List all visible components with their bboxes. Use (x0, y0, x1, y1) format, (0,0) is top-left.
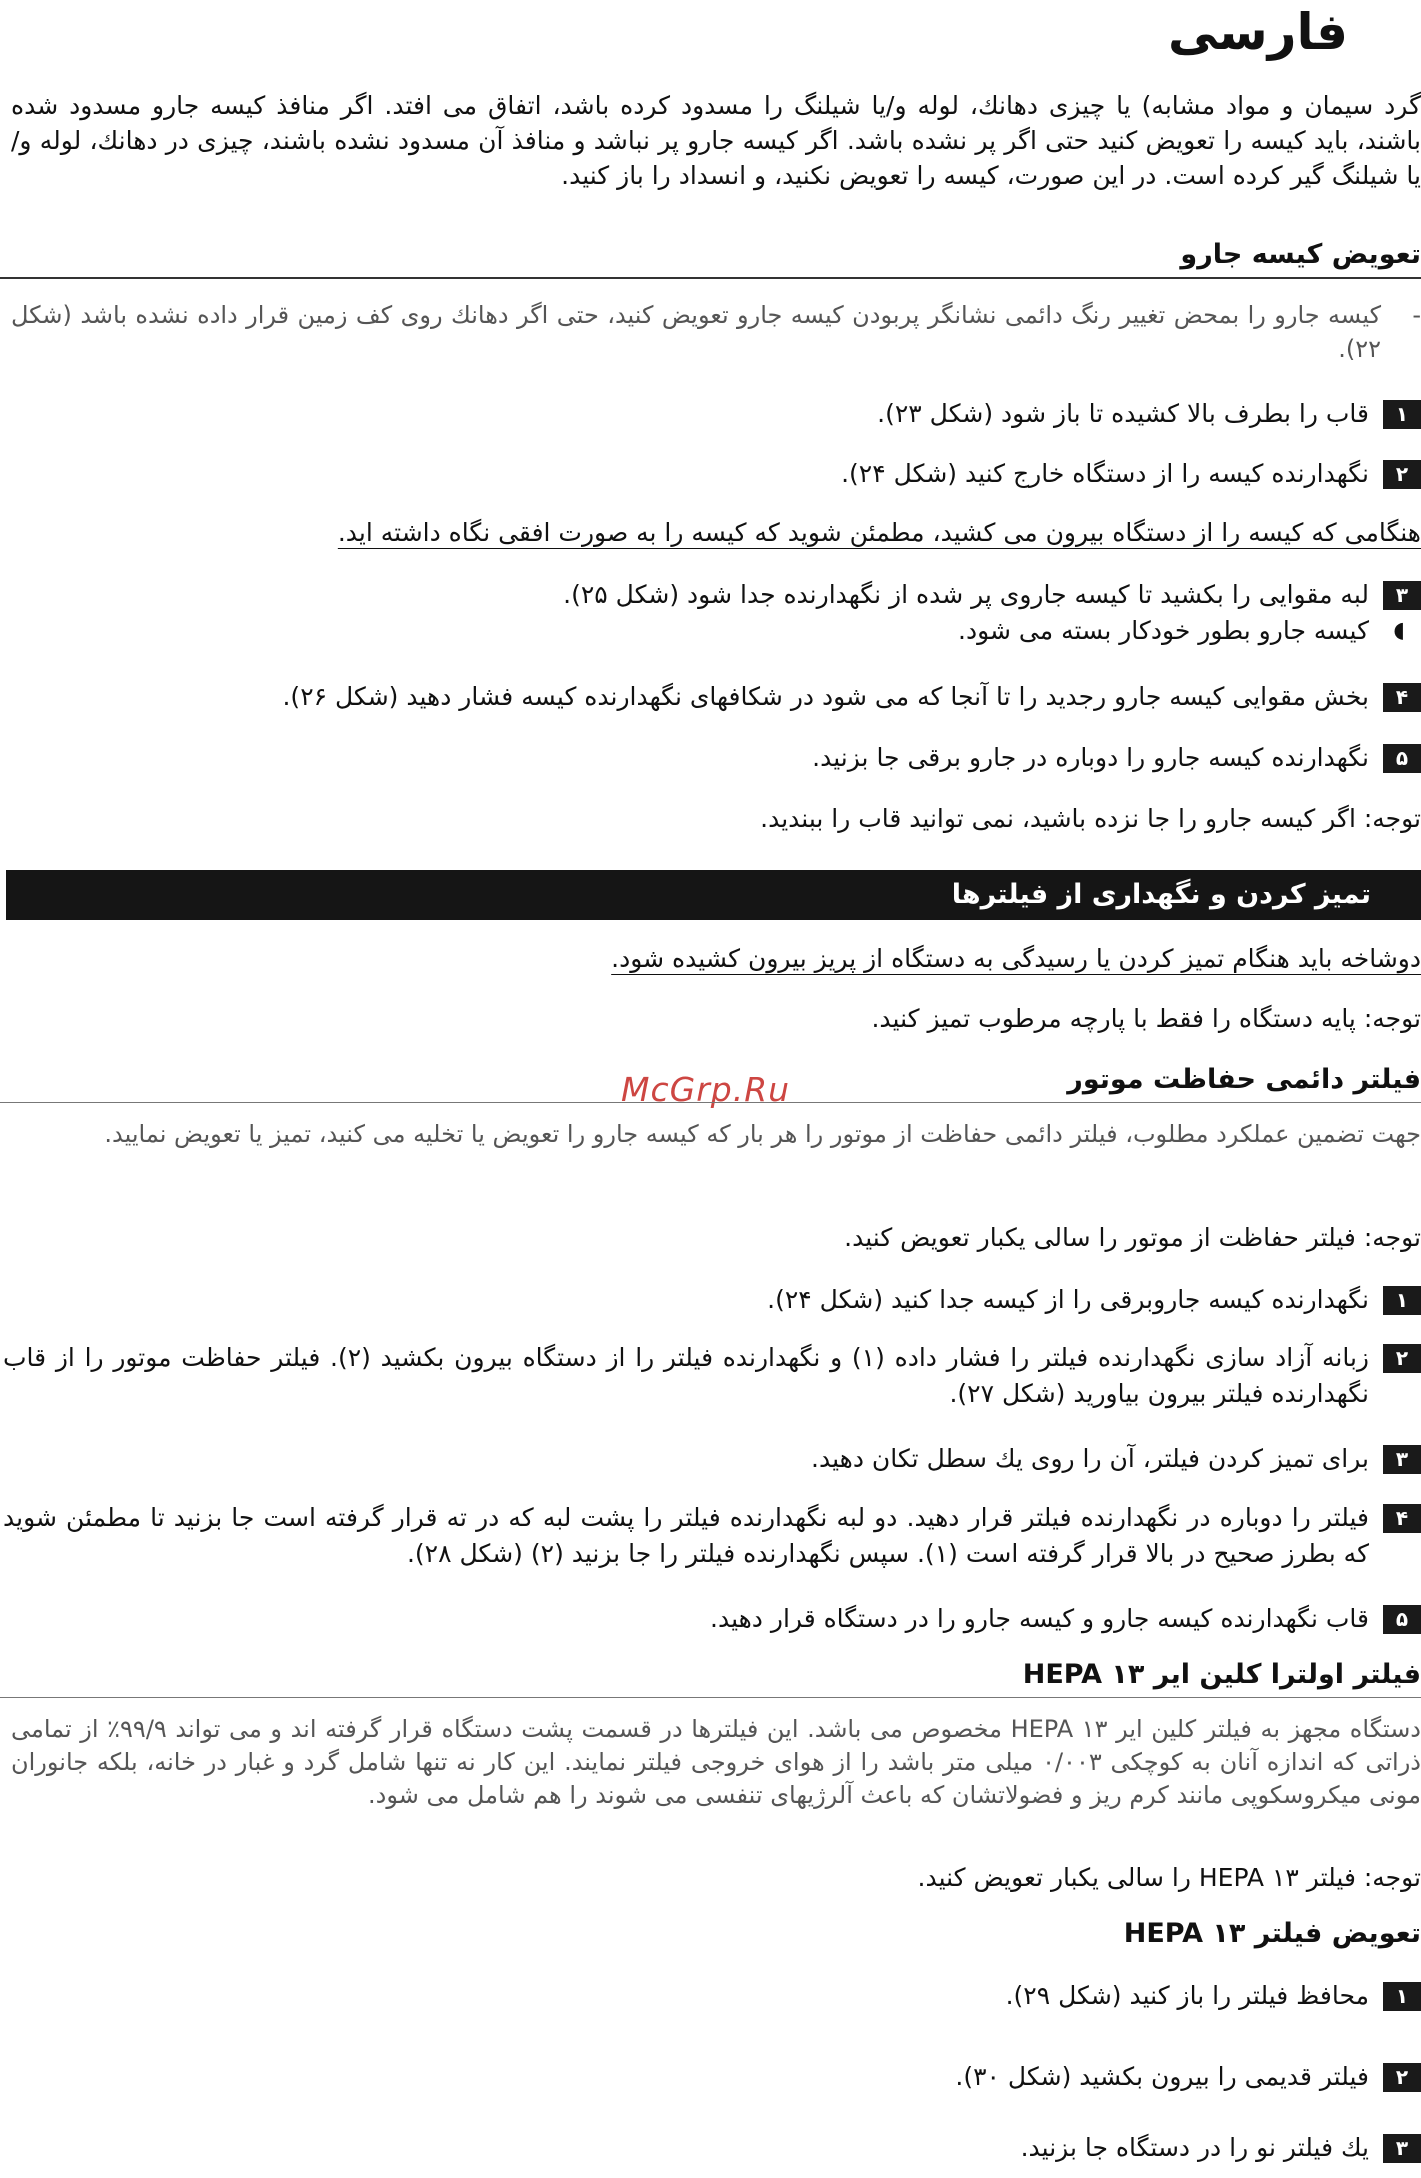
step-text: فیلتر قدیمی را بیرون بکشید (شکل ۳۰). (955, 2062, 1369, 2091)
step-number-badge: ۱ (1383, 1286, 1421, 1315)
step-text: نگهدارنده کیسه جاروبرقی را از کیسه جدا کنید (شکل ۲۴). (767, 1285, 1369, 1314)
bag-step-1 (3, 396, 1421, 432)
motor-step-2 (3, 1340, 1421, 1412)
bag-step-5 (3, 740, 1421, 776)
bag-note: توجه: اگر کیسه جارو را جا نزده باشید، نمی توانید قاب را ببندید. (760, 804, 1421, 833)
motor-filter-intro: جهت تضمین عملکرد مطلوب، فیلتر دائمی حفاظت از موتور را هر بار که کیسه جارو را تعویض یا تخلیه می کنید، تمیز یا تعویض نمایید. (104, 1120, 1421, 1148)
motor-step-4 (3, 1500, 1421, 1572)
hepa-step-3 (3, 2130, 1421, 2166)
dash-marker: - (1412, 301, 1421, 329)
bag-step-3 (3, 577, 1421, 649)
motor-step-5 (3, 1601, 1421, 1637)
section-rule (0, 1697, 1421, 1698)
bag-warning (11, 515, 1421, 550)
hepa-intro: دستگاه مجهز به فیلتر کلین ایر HEPA ۱۳ مخصوص می باشد. این فیلترها در قسمت پشت دستگاه قرار گرفته اند و می تواند ۹۹/۹٪ از تمامی ذراتی که اندازه آنان به کوچکی ۰/۰۰۳ میلی متر باشد را از هوای خروجی فیلتر نمایند. این کار نه تنها شامل گرد و غبار در خانه، بلکه جانوران مونی میکروسکوپی مانند کرم ریز و فضولاتشان که باعث آلرژیهای تنفسی می شوند را هم شامل می شود. (11, 1715, 1421, 1809)
intro-paragraph: گرد سیمان و مواد مشابه) یا چیزی دهانك، لوله و/یا شیلنگ را مسدود کرده باشد، اتفاق می افتد. اگر منافذ کیسه جارو مسدود شده باشند، باید کیسه را تعویض کنید حتی اگر پر نشده باشد. اگر کیسه جارو پر نباشد و منافذ آن مسدود نشده باشند، چیزی در دهانك، لوله و/یا شیلنگ گیر کرده است. در این صورت، کیسه را تعویض نکنید، و انسداد را باز کنید. (11, 91, 1421, 190)
motor-filter-heading: فیلتر دائمی حفاظت موتور (1067, 1064, 1421, 1095)
dash-item-text: کیسه جارو را بمحض تغییر رنگ دائمی نشانگر پربودن کیسه جارو تعویض کنید، حتی اگر دهانك روی کف زمین قرار داده نشده باشد (شکل ۲۲). (11, 301, 1381, 363)
hepa-heading: فیلتر اولترا کلین ایر HEPA ۱۳ (1022, 1659, 1421, 1690)
result-bullet (3, 613, 1405, 649)
step-number-badge: ۲ (1383, 1344, 1421, 1373)
bag-step-2 (3, 456, 1421, 492)
step-text: نگهدارنده کیسه جارو را دوباره در جارو برقی جا بزنید. (812, 743, 1369, 772)
step-number-badge: ۳ (1383, 1445, 1421, 1474)
step-text: برای تمیز کردن فیلتر، آن را روی یك سطل تکان دهید. (811, 1444, 1369, 1473)
step-text: یك فیلتر نو را در دستگاه جا بزنید. (1020, 2133, 1369, 2162)
step-number-badge: ۳ (1383, 581, 1421, 610)
watermark: McGrp.Ru (621, 1070, 791, 1109)
motor-filter-note: توجه: فیلتر حفاظت از موتور را سالی یکبار تعویض کنید. (844, 1223, 1421, 1252)
result-text: کیسه جارو بطور خودکار بسته می شود. (958, 616, 1369, 645)
step-text: فیلتر را دوباره در نگهدارنده فیلتر قرار دهید. دو لبه نگهدارنده فیلتر را پشت لبه که در ته قرار گرفته است جا بزنید تا مطمئن شوید که بطرز صحیح در بالا قرار گرفته است (۱). سپس نگهدارنده فیلتر را جا بزنید (۲) (شکل ۲۸). (3, 1503, 1369, 1568)
language-title: فارسی (1167, 3, 1348, 61)
dash-list-item (11, 298, 1421, 366)
hepa-replace-heading: تعویض فیلتر HEPA ۱۳ (1123, 1918, 1421, 1949)
hepa-step-2 (3, 2059, 1421, 2095)
motor-step-3 (3, 1441, 1421, 1477)
section-rule (0, 1102, 1421, 1103)
result-arrow-icon: ◖ (1393, 618, 1405, 643)
step-number-badge: ۴ (1383, 683, 1421, 712)
bag-warning-text: هنگامی که کیسه را از دستگاه بیرون می کشید، مطمئن شوید که کیسه را به صورت افقی نگاه داشته اید. (337, 518, 1421, 547)
step-text: زبانه آزاد سازی نگهدارنده فیلتر را فشار داده (۱) و نگهدارنده فیلتر را از دستگاه بیرون بکشید (۲). فیلتر حفاظت موتور را از قاب نگهدارنده فیلتر بیرون بیاورید (شکل ۲۷). (3, 1343, 1369, 1408)
step-text: قاب را بطرف بالا کشیده تا باز شود (شکل ۲۳). (877, 399, 1369, 428)
filters-section-bar (6, 870, 1421, 920)
step-number-badge: ۵ (1383, 744, 1421, 773)
filters-warning-text: دوشاخه باید هنگام تمیز کردن یا رسیدگی به دستگاه از پریز بیرون کشیده شود. (611, 944, 1421, 973)
step-number-badge: ۲ (1383, 460, 1421, 489)
step-number-badge: ۱ (1383, 400, 1421, 429)
step-number-badge: ۳ (1383, 2134, 1421, 2163)
filters-warning (11, 941, 1421, 976)
step-number-badge: ۲ (1383, 2063, 1421, 2092)
step-number-badge: ۱ (1383, 1982, 1421, 2011)
step-number-badge: ۵ (1383, 1605, 1421, 1634)
step-3-line: لبه مقوایی را بکشید تا کیسه جاروی پر شده از نگهدارنده جدا شود (شکل ۲۵). (563, 580, 1369, 609)
step-text: قاب نگهدارنده کیسه جارو و کیسه جارو را در دستگاه قرار دهید. (710, 1604, 1369, 1633)
step-text: بخش مقوایی کیسه جارو رجدید را تا آنجا که می شود در شکافهای نگهدارنده کیسه فشار دهید (شکل ۲۶). (282, 682, 1369, 711)
section-rule (0, 277, 1421, 279)
filters-note: توجه: پایه دستگاه را فقط با پارچه مرطوب تمیز کنید. (871, 1004, 1421, 1033)
bag-section-heading: تعویض کیسه جارو (1180, 239, 1421, 270)
hepa-step-1 (3, 1978, 1421, 2014)
step-text (3, 577, 1405, 649)
hepa-note: توجه: فیلتر HEPA ۱۳ را سالی یکبار تعویض کنید. (917, 1863, 1421, 1892)
motor-step-1 (3, 1282, 1421, 1318)
bag-step-4 (3, 679, 1421, 715)
step-text: محافظ فیلتر را باز کنید (شکل ۲۹). (1005, 1981, 1369, 2010)
step-number-badge: ۴ (1383, 1504, 1421, 1533)
filters-section-heading: تمیز کردن و نگهداری از فیلترها (951, 879, 1371, 910)
step-text: نگهدارنده کیسه را از دستگاه خارج کنید (شکل ۲۴). (841, 459, 1369, 488)
